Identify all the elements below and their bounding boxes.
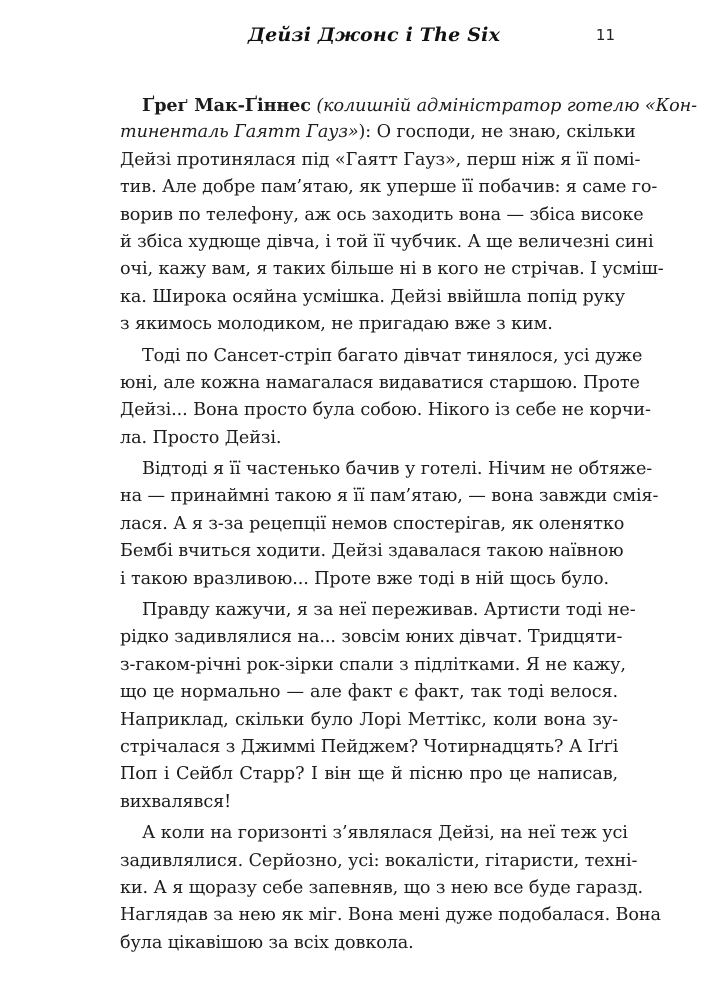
- text-line: [120, 734, 618, 761]
- line-text: ла. Просто Дейзі.: [120, 427, 282, 448]
- speaker-role: тиненталь Гаятт Гауз»: [120, 122, 359, 143]
- line-text: ки. А я щоразу себе запевняв, що з нею все буде гаразд.: [120, 877, 643, 898]
- line-text: Дейзі протинялася під «Гаятт Гауз», перш ніж я її помі-: [120, 149, 641, 170]
- text-line: [120, 679, 618, 706]
- text-line: [120, 566, 618, 593]
- line-text: й збіса худюще дівча, і той її чубчик. А ще величезні сині: [120, 231, 654, 252]
- text-line: [120, 456, 653, 483]
- paragraph: [120, 92, 697, 339]
- line-text: ка. Широка осяйна усмішка. Дейзі ввійшла попід руку: [120, 286, 626, 307]
- paragraph: [120, 597, 636, 816]
- running-header: [0, 24, 728, 54]
- line-text: очі, кажу вам, я таких більше ні в кого не стрічав. І усміш-: [120, 259, 664, 280]
- text-line: [120, 311, 618, 338]
- text-line: [120, 707, 618, 734]
- text-line: [120, 761, 618, 788]
- line-text: стрічалася з Джиммі Пейджем? Чотирнадцять? А Іґґі: [120, 736, 619, 757]
- line-text: що це нормально — але факт є факт, так тоді велося.: [120, 682, 618, 703]
- text-line: [120, 820, 628, 847]
- line-text: А коли на горизонті з’являлася Дейзі, на неї теж усі: [142, 823, 628, 844]
- text-line: [120, 147, 641, 174]
- line-text: і такою вразливою... Проте вже тоді в ній щось було.: [120, 568, 609, 589]
- text-line: [120, 256, 664, 283]
- text-line: [120, 202, 644, 229]
- line-text: Відтоді я її частенько бачив у готелі. Нічим не обтяже-: [142, 459, 653, 480]
- line-text: ): О господи, не знаю, скільки: [358, 122, 636, 143]
- text-line: [120, 119, 636, 146]
- body-text: [120, 92, 697, 957]
- running-title: Дейзі Джонс і The Six: [248, 24, 501, 46]
- line-text: Поп і Сейбл Старр? І він ще й пісню про це написав,: [120, 764, 618, 785]
- text-line: [120, 789, 618, 816]
- text-line: [120, 343, 643, 370]
- text-line: [120, 370, 640, 397]
- speaker-role: (колишній адміністратор готелю «Кон-: [310, 96, 697, 116]
- text-line: [120, 848, 638, 875]
- paragraph: [120, 820, 661, 957]
- text-line: [120, 902, 661, 929]
- line-text: юні, але кожна намагалася видаватися старшою. Проте: [120, 372, 640, 393]
- line-text: була цікавішою за всіх довкола.: [120, 932, 414, 953]
- line-text: Наприклад, скільки було Лорі Меттікс, коли вона зу-: [120, 709, 618, 730]
- line-text: лася. А я з-за рецепції немов спостерігав, як оленятко: [120, 513, 625, 534]
- line-text: вихвалявся!: [120, 791, 232, 812]
- line-text: тив. Але добре пам’ятаю, як уперше її побачив: я саме го-: [120, 177, 658, 198]
- text-line: [120, 624, 623, 651]
- text-line: [120, 284, 626, 311]
- text-line: [120, 538, 624, 565]
- line-text: задивлялися. Серйозно, усі: вокалісти, гітаристи, техні-: [120, 850, 638, 871]
- text-line: [120, 92, 697, 119]
- page-number: 11: [595, 26, 615, 44]
- line-text: з-гаком-річні рок-зірки спали з підлітками. Я не кажу,: [120, 654, 626, 675]
- line-text: Тоді по Сансет-стріп багато дівчат тинялося, усі дуже: [142, 345, 643, 366]
- text-line: [120, 397, 651, 424]
- line-text: Дейзі... Вона просто була собою. Нікого із себе не корчи-: [120, 400, 651, 421]
- text-line: [120, 511, 625, 538]
- paragraph: [120, 456, 659, 593]
- line-text: Наглядав за нею як міг. Вона мені дуже подобалася. Вона: [120, 905, 661, 926]
- line-text: рідко задивлялися на... зовсім юних дівчат. Тридцяти-: [120, 627, 623, 648]
- text-line: [120, 597, 636, 624]
- text-line: [120, 930, 618, 957]
- text-line: [120, 174, 658, 201]
- text-line: [120, 425, 618, 452]
- text-line: [120, 652, 626, 679]
- speaker-name: Ґреґ Мак-Ґіннес: [142, 95, 311, 116]
- line-text: з якимось молодиком, не пригадаю вже з ким.: [120, 314, 553, 335]
- line-text: Правду кажучи, я за неї переживав. Артисти тоді не-: [142, 600, 636, 621]
- line-text: Бембі вчиться ходити. Дейзі здавалася такою наївною: [120, 541, 624, 562]
- paragraph: [120, 343, 651, 453]
- text-line: [120, 875, 643, 902]
- text-line: [120, 483, 659, 510]
- line-text: ворив по телефону, аж ось заходить вона — збіса високе: [120, 204, 644, 225]
- text-line: [120, 229, 654, 256]
- line-text: на — принаймні такою я її пам’ятаю, — вона завжди смія-: [120, 486, 659, 507]
